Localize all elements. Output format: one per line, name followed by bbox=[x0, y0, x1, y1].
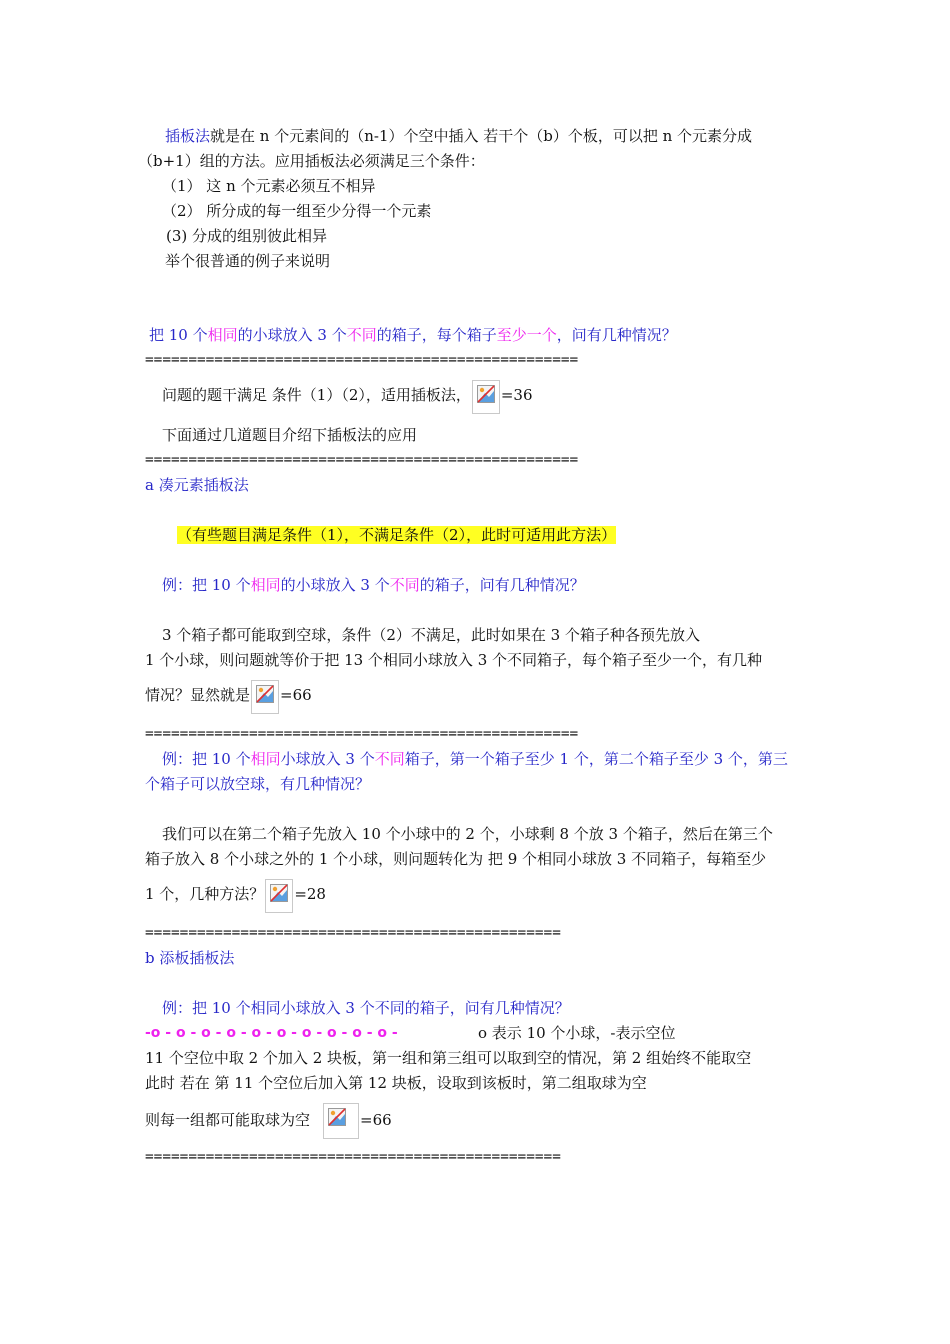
ex2-highlight-1: 相同 bbox=[250, 750, 281, 768]
ex1-result: =66 bbox=[280, 686, 312, 704]
ex2-result: =28 bbox=[294, 885, 326, 903]
section-a-note-highlight: （有些题目满足条件（1），不满足条件（2），此时可适用此方法） bbox=[177, 526, 617, 544]
ex2-part-1: 例：把 10 个 bbox=[162, 750, 251, 768]
section-a-note bbox=[177, 525, 616, 545]
condition-3: (3) 分成的组别彼此相异 bbox=[166, 227, 328, 245]
ex2-solution-1: 我们可以在第二个箱子先放入 10 个小球中的 2 个，小球剩 8 个放 3 个箱子，然后在第三个 bbox=[162, 825, 773, 843]
q1-highlight-2: 不同 bbox=[346, 326, 377, 344]
answer-1-result: =36 bbox=[500, 386, 533, 404]
ex2-solution-3-text: 1 个，几种方法？ bbox=[145, 885, 265, 903]
broken-image-icon bbox=[323, 1103, 359, 1139]
separator: ================================================ bbox=[145, 925, 561, 941]
q1-part-1: 把 10 个 bbox=[149, 326, 208, 344]
ex1-highlight-2: 不同 bbox=[389, 576, 420, 594]
broken-image-icon bbox=[472, 380, 500, 414]
example-2-question bbox=[162, 749, 788, 769]
q1-highlight-3: 至少一个 bbox=[496, 326, 557, 344]
ball-slot-legend: o 表示 10 个小球，-表示空位 bbox=[478, 1024, 676, 1042]
broken-image-icon bbox=[265, 879, 293, 913]
ex3-solution-1: 11 个空位中取 2 个加入 2 块板，第一组和第三组可以取到空的情况，第 2 组始终不能取空 bbox=[145, 1049, 752, 1067]
ex1-part-1: 例：把 10 个 bbox=[162, 576, 251, 594]
answer-1-text: 问题的题干满足 条件（1）（2），适用插板法， bbox=[162, 386, 471, 404]
separator: ================================================== bbox=[145, 726, 579, 742]
ex1-solution-3-text: 情况？显然就是 bbox=[145, 686, 251, 704]
section-a-title: a 凑元素插板法 bbox=[145, 476, 249, 494]
ex3-solution-3-text: 则每一组都可能取球为空 bbox=[145, 1111, 311, 1129]
intro-line-2: （b+1）组的方法。应用插板法必须满足三个条件： bbox=[138, 152, 485, 170]
q1-part-3: 的箱子，每个箱子 bbox=[376, 326, 497, 344]
ex1-highlight-1: 相同 bbox=[250, 576, 281, 594]
ex3-solution-2: 此时 若在 第 11 个空位后加入第 12 块板，设取到该板时，第二组取球为空 bbox=[145, 1074, 647, 1092]
ball-slot-diagram: -o - o - o - o - o - o - o - o - o - o - bbox=[145, 1025, 398, 1041]
ex3-result: =66 bbox=[360, 1111, 392, 1129]
section-b-title: b 添板插板法 bbox=[145, 949, 235, 967]
transition-text: 下面通过几道题目介绍下插板法的应用 bbox=[162, 426, 418, 444]
intro-line-1 bbox=[165, 126, 752, 146]
separator: ================================================== bbox=[145, 452, 579, 468]
ex1-part-3: 的箱子，问有几种情况？ bbox=[419, 576, 585, 594]
separator: ================================================== bbox=[145, 352, 579, 368]
ex1-solution-2: 1 个小球，则问题就等价于把 13 个相同小球放入 3 个不同箱子，每个箱子至少一个，有几种 bbox=[145, 651, 763, 669]
intro-line-1-text: 就是在 n 个元素间的（n-1）个空中插入 若干个（b）个板，可以把 n 个元素分成 bbox=[210, 127, 753, 145]
ex2-part-2: 小球放入 3 个 bbox=[280, 750, 375, 768]
ex1-part-2: 的小球放入 3 个 bbox=[280, 576, 390, 594]
example-intro: 举个很普通的例子来说明 bbox=[165, 252, 331, 270]
q1-highlight-1: 相同 bbox=[207, 326, 238, 344]
ex1-solution-1: 3 个箱子都可能取到空球，条件（2）不满足，此时如果在 3 个箱子种各预先放入 bbox=[162, 626, 700, 644]
ex2-part-3: 箱子，第一个箱子至少 1 个，第二个箱子至少 3 个，第三 bbox=[404, 750, 788, 768]
example-1-question bbox=[162, 575, 585, 595]
condition-2: （2） 所分成的每一组至少分得一个元素 bbox=[162, 202, 432, 220]
separator: ================================================ bbox=[145, 1149, 561, 1165]
ex2-solution-3 bbox=[145, 879, 326, 913]
ex2-highlight-2: 不同 bbox=[374, 750, 405, 768]
ex1-solution-3 bbox=[145, 680, 312, 714]
intro-term: 插板法 bbox=[165, 127, 211, 145]
ex3-solution-3 bbox=[145, 1103, 392, 1139]
question-1 bbox=[149, 325, 677, 345]
condition-1: （1） 这 n 个元素必须互不相异 bbox=[162, 177, 376, 195]
answer-1 bbox=[162, 380, 533, 414]
example-2-question-line-2: 个箱子可以放空球，有几种情况？ bbox=[145, 775, 371, 793]
broken-image-icon bbox=[251, 680, 279, 714]
ex2-solution-2: 箱子放入 8 个小球之外的 1 个小球，则问题转化为 把 9 个相同小球放 3 不同箱子，每箱至少 bbox=[145, 850, 767, 868]
example-3-question: 例：把 10 个相同小球放入 3 个不同的箱子，问有几种情况？ bbox=[162, 999, 570, 1017]
q1-part-2: 的小球放入 3 个 bbox=[237, 326, 347, 344]
q1-part-4: ，问有几种情况？ bbox=[556, 326, 677, 344]
